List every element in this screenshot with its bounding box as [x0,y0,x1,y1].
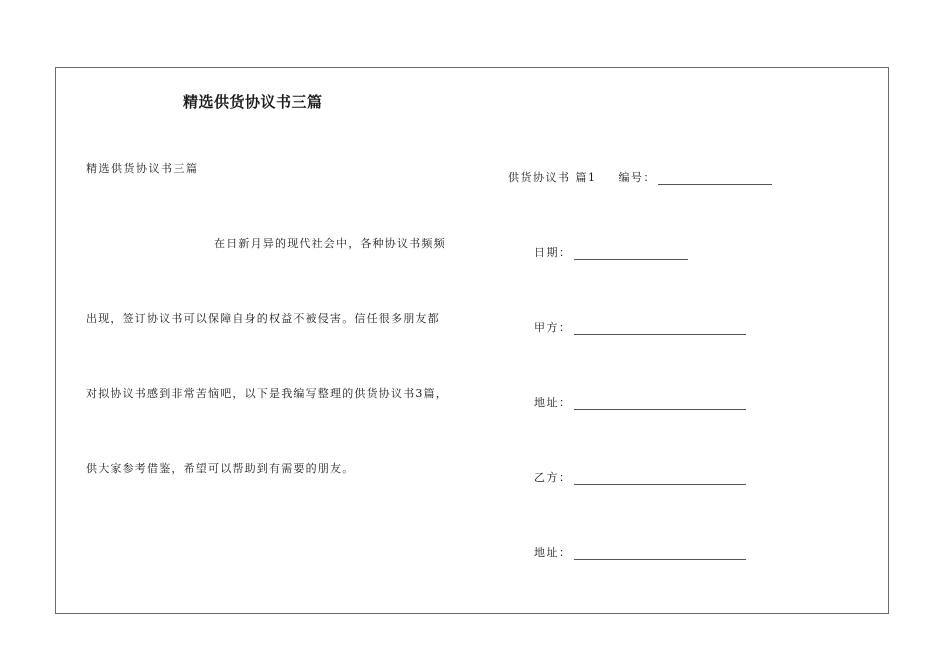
date-label: 日期： [534,246,572,259]
party-b-blank[interactable] [574,474,746,485]
intro-line-4: 供大家参考借鉴，希望可以帮助到有需要的朋友。 [86,462,355,475]
party-b-field [534,469,746,485]
number-blank[interactable] [658,174,772,185]
address-b-label: 地址： [534,546,572,559]
page-border [55,67,889,614]
intro-line-2: 出现，签订协议书可以保障自身的权益不被侵害。信任很多朋友都 [86,312,440,325]
date-blank[interactable] [574,249,688,260]
address-a-blank[interactable] [574,399,746,410]
agreement-header [508,169,772,185]
number-label: 编号： [618,171,656,184]
document-subtitle: 精选供货协议书三篇 [86,162,199,175]
address-a-field [534,394,746,410]
address-b-field [534,544,746,560]
party-b-label: 乙方： [534,471,572,484]
party-a-field [534,319,746,335]
document-title: 精选供货协议书三篇 [183,93,323,111]
address-b-blank[interactable] [574,549,746,560]
intro-line-3: 对拟协议书感到非常苦恼吧，以下是我编写整理的供货协议书3篇， [86,387,448,400]
party-a-label: 甲方： [534,321,572,334]
date-field [534,244,688,260]
agreement-heading: 供货协议书 篇1 [508,171,597,184]
address-a-label: 地址： [534,396,572,409]
intro-line-1: 在日新月异的现代社会中，各种协议书频频 [214,237,446,250]
party-a-blank[interactable] [574,324,746,335]
